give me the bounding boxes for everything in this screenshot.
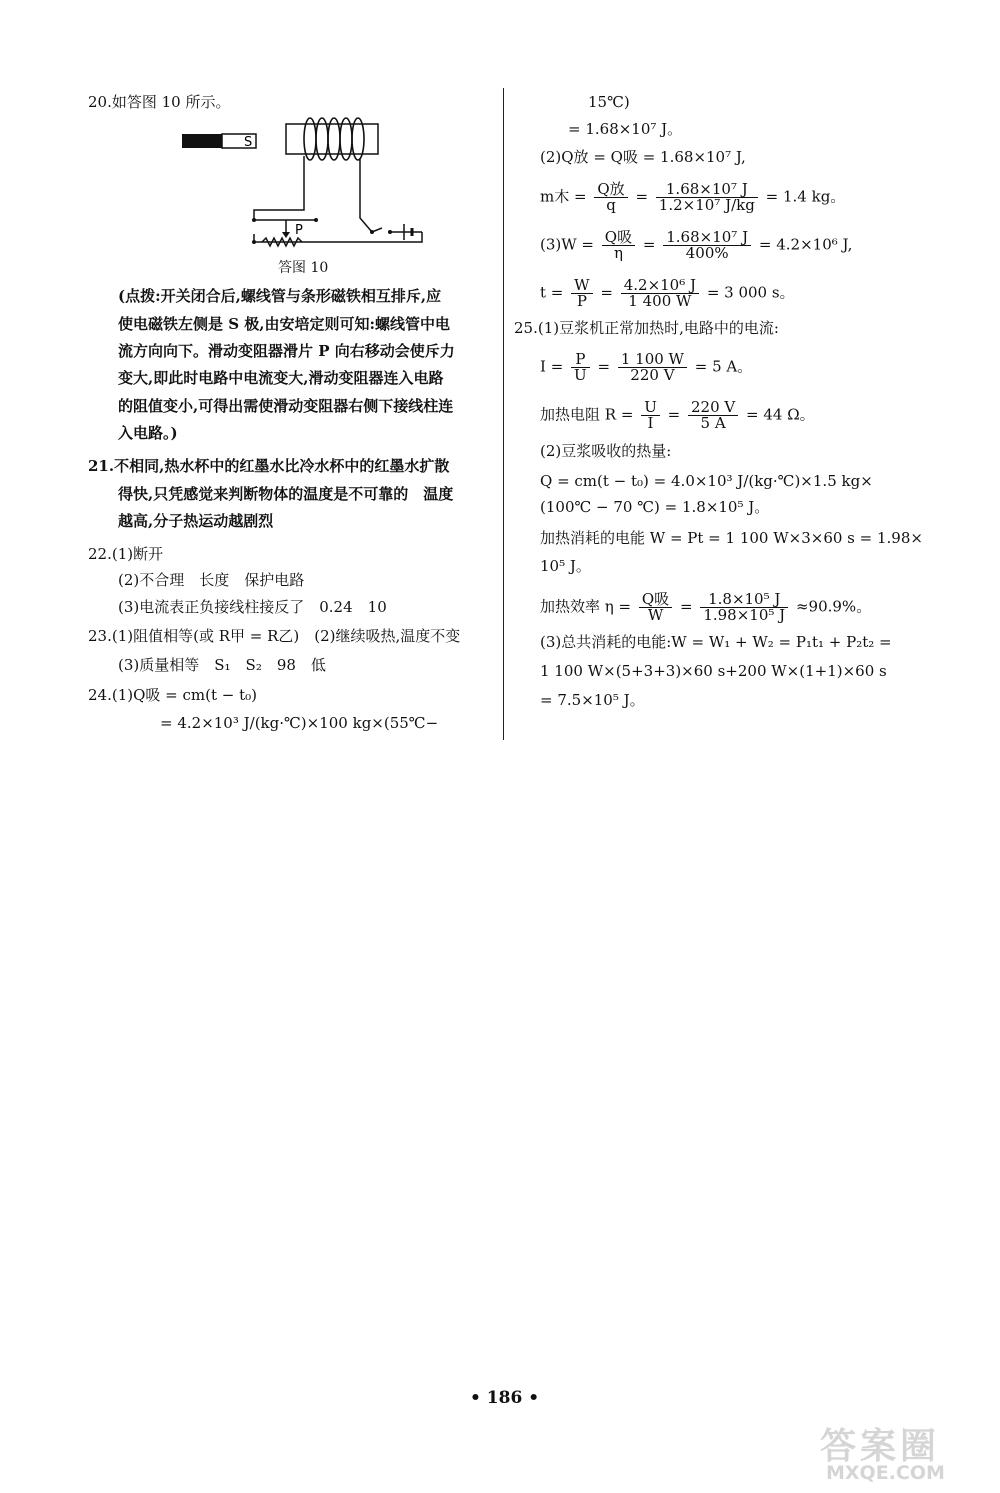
figure-caption: 答图 10 xyxy=(278,260,329,276)
ans-line: = 1.68×10⁷ J。 xyxy=(568,120,683,138)
denominator: q xyxy=(606,196,616,214)
numerator: 1.68×10⁷ J xyxy=(663,230,751,246)
terminal xyxy=(314,218,318,222)
numerator: P xyxy=(571,352,590,368)
q23-line: (3)质量相等 S₁ S₂ 98 低 xyxy=(118,656,326,674)
q22-line: (3)电流表正负接线柱接反了 0.24 10 xyxy=(118,598,387,616)
numerator: 220 V xyxy=(688,400,738,416)
ans-line: 25.(1)豆浆机正常加热时,电路中的电流: xyxy=(514,319,779,337)
fraction xyxy=(700,592,788,623)
formula-result: = 4.2×10⁶ J, xyxy=(758,235,853,254)
denominator: U xyxy=(574,366,587,384)
equals: = xyxy=(597,357,611,376)
q20-note-line: 变大,即此时电路中电流变大,滑动变阻器连入电路 xyxy=(118,369,444,387)
q22-line: 22.(1)断开 xyxy=(88,545,164,563)
formula-result: = 5 A。 xyxy=(694,357,753,376)
q21-line: 越高,分子热运动越剧烈 xyxy=(118,512,274,530)
fraction xyxy=(656,182,758,213)
denominator: 1 400 W xyxy=(628,292,692,310)
fraction xyxy=(663,230,751,261)
ans-formula-eta xyxy=(540,592,871,623)
denominator: 5 A xyxy=(700,414,726,432)
q24-line: 24.(1)Q吸 = cm(t − t₀) xyxy=(88,686,258,704)
ans-line: = 7.5×10⁵ J。 xyxy=(540,691,645,709)
ans-formula-w xyxy=(540,230,852,261)
watermark-logo xyxy=(812,1418,992,1486)
watermark-text: 答案圈 xyxy=(820,1425,941,1467)
ans-line: 加热消耗的电能 W = Pt = 1 100 W×3×60 s = 1.98× xyxy=(540,529,923,547)
q23-line: 23.(1)阻值相等(或 R甲 = R乙) (2)继续吸热,温度不变 xyxy=(88,627,461,645)
q20-note-line: 使电磁铁左侧是 S 极,由安培定则可知:螺线管中电 xyxy=(118,315,451,333)
ans-line: Q = cm(t − t₀) = 4.0×10³ J/(kg·℃)×1.5 kg× xyxy=(540,472,873,490)
formula-result: = 44 Ω。 xyxy=(746,405,815,424)
fraction xyxy=(639,592,672,623)
slider-p-label: P xyxy=(295,223,303,238)
denominator: 400% xyxy=(685,244,729,262)
denominator: I xyxy=(647,414,654,432)
denominator: 1.98×10⁵ J xyxy=(703,606,786,624)
equals: = xyxy=(600,283,613,302)
q20-title: 20.如答图 10 所示。 xyxy=(88,93,231,111)
equals: = xyxy=(635,187,649,206)
q20-note-line: (点拨:开关闭合后,螺线管与条形磁铁相互排斥,应 xyxy=(118,287,442,305)
formula-lhs: m木 = xyxy=(540,187,587,206)
watermark-url: MXQE.COM xyxy=(826,1462,945,1484)
q21-line: 得快,只凭感觉来判断物体的温度是不可靠的 温度 xyxy=(118,485,454,503)
ans-line: 10⁵ J。 xyxy=(540,557,591,575)
equals: = xyxy=(679,597,693,616)
numerator: Q吸 xyxy=(639,592,672,608)
page-number: • 186 • xyxy=(470,1388,540,1408)
formula-lhs: 加热效率 η = xyxy=(540,597,632,616)
equals: = xyxy=(667,405,681,424)
switch-contact xyxy=(388,230,392,234)
numerator: 1.8×10⁵ J xyxy=(700,592,788,608)
circuit-diagram xyxy=(176,116,436,256)
ans-formula-r xyxy=(540,400,815,431)
q20-note-line: 入电路。) xyxy=(118,424,178,442)
formula-lhs: 加热电阻 R = xyxy=(540,405,634,424)
fraction xyxy=(688,400,738,431)
column-divider xyxy=(503,88,504,740)
formula-lhs: (3)W = xyxy=(540,235,595,254)
formula-result: ≈90.9%。 xyxy=(795,597,872,616)
numerator: 1 100 W xyxy=(618,352,687,368)
numerator: Q吸 xyxy=(602,230,635,246)
q22-line: (2)不合理 长度 保护电路 xyxy=(118,571,305,589)
ans-line: (2)豆浆吸收的热量: xyxy=(540,442,672,460)
formula-result: = 1.4 kg。 xyxy=(765,187,846,206)
q21-line: 21.不相同,热水杯中的红墨水比冷水杯中的红墨水扩散 xyxy=(88,457,450,475)
bar-magnet-dark xyxy=(182,134,222,148)
fraction xyxy=(602,230,635,261)
fraction xyxy=(594,182,627,213)
formula-result: = 3 000 s。 xyxy=(706,283,795,302)
magnet-s-label: S xyxy=(244,135,253,150)
ans-line: 1 100 W×(5+3+3)×60 s+200 W×(1+1)×60 s xyxy=(540,662,887,680)
denominator: 1.2×10⁷ J/kg xyxy=(658,196,755,214)
q24-line: = 4.2×10³ J/(kg·℃)×100 kg×(55℃− xyxy=(160,714,439,732)
ans-line: (3)总共消耗的电能:W = W₁ + W₂ = P₁t₁ + P₂t₂ = xyxy=(540,633,892,651)
ans-line: (2)Q放 = Q吸 = 1.68×10⁷ J, xyxy=(540,148,746,166)
denominator: 220 V xyxy=(630,366,675,384)
ans-formula-t xyxy=(540,278,795,309)
formula-lhs: t = xyxy=(540,283,564,302)
ans-line: 15℃) xyxy=(588,93,630,111)
denominator: W xyxy=(647,606,664,624)
fraction xyxy=(571,352,590,383)
terminal xyxy=(252,240,256,244)
fraction xyxy=(621,278,699,309)
numerator: 4.2×10⁶ J xyxy=(621,278,699,294)
switch-contact xyxy=(370,230,374,234)
equals: = xyxy=(642,235,656,254)
fraction xyxy=(641,400,660,431)
formula-lhs: I = xyxy=(540,357,564,376)
terminal xyxy=(252,218,256,222)
numerator: 1.68×10⁷ J xyxy=(656,182,758,198)
fraction xyxy=(618,352,687,383)
fraction xyxy=(571,278,592,309)
slider-arrow-icon xyxy=(282,232,290,238)
numerator: Q放 xyxy=(594,182,627,198)
circuit-wires xyxy=(254,156,422,242)
denominator: P xyxy=(576,292,587,310)
ans-formula-m xyxy=(540,182,845,213)
numerator: U xyxy=(641,400,660,416)
ans-line: (100℃ − 70 ℃) = 1.8×10⁵ J。 xyxy=(540,498,770,516)
q20-note-line: 流方向向下。滑动变阻器滑片 P 向右移动会使斥力 xyxy=(118,342,455,360)
ans-formula-i xyxy=(540,352,752,383)
denominator: η xyxy=(613,244,623,262)
q20-note-line: 的阻值变小,可得出需使滑动变阻器右侧下接线柱连 xyxy=(118,397,454,415)
numerator: W xyxy=(571,278,592,294)
